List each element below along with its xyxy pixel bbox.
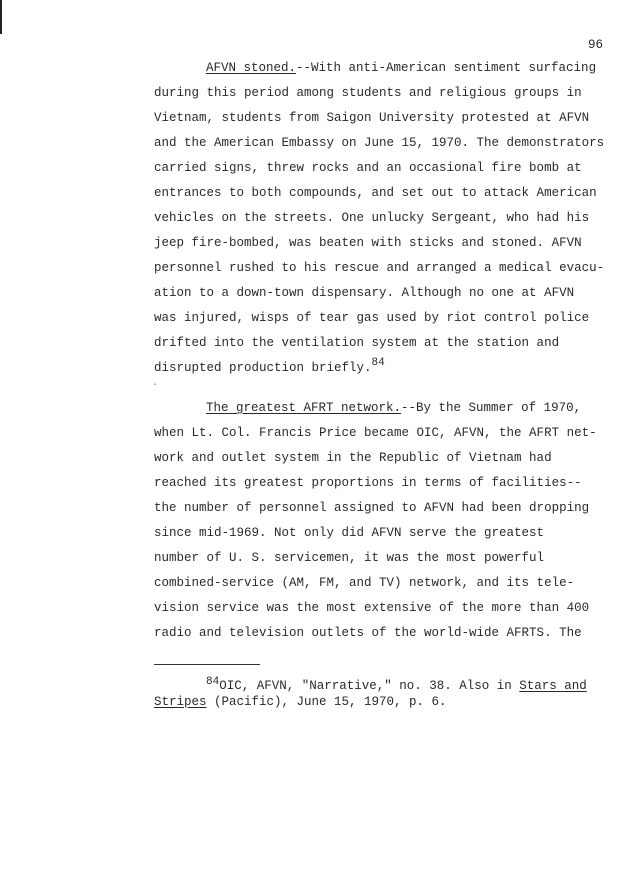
stray-mark: · — [152, 380, 159, 391]
paragraph-line: the number of personnel assigned to AFVN had been dropping — [154, 501, 590, 515]
footnote-reference: 84 — [371, 357, 385, 369]
paragraph-line: drifted into the ventilation system at the station and — [154, 336, 560, 350]
paragraph-line: reached its greatest proportions in terms of facilities-- — [154, 476, 582, 490]
paragraph-line: and the American Embassy on June 15, 1970. The demonstrators — [154, 136, 605, 150]
paragraph-line: combined-service (AM, FM, and TV) network, and its tele- — [154, 576, 575, 590]
footnote — [154, 678, 614, 710]
paragraph-afvn-stoned — [154, 56, 614, 381]
paragraph-line: entrances to both compounds, and set out to attack American — [154, 186, 597, 200]
paragraph-greatest-afrt-network — [154, 396, 614, 646]
footnote-line: $^{84}$OIC, AFVN, "Narrative," no. 38. Also in Stars and — [206, 676, 587, 693]
paragraph-line: The greatest AFRT network.--By the Summer of 1970, — [206, 401, 582, 415]
paragraph-line: vehicles on the streets. One unlucky Sergeant, who had his — [154, 211, 590, 225]
scan-edge-mark — [0, 0, 2, 34]
section-heading: AFVN stoned. — [206, 61, 297, 75]
paragraph-line: ation to a down-town dispensary. Although no one at AFVN — [154, 286, 575, 300]
paragraph-line: Vietnam, students from Saigon University protested at AFVN — [154, 111, 590, 125]
paragraph-line: when Lt. Col. Francis Price became OIC, AFVN, the AFRT net- — [154, 426, 597, 440]
paragraph-line: number of U. S. servicemen, it was the most powerful — [154, 551, 545, 565]
section-heading: The greatest AFRT network. — [206, 401, 402, 415]
paragraph-line: jeep fire-bombed, was beaten with sticks and stoned. AFVN — [154, 236, 582, 250]
paragraph-line: since mid-1969. Not only did AFVN serve the greatest — [154, 526, 545, 540]
footnote-line: Stripes (Pacific), June 15, 1970, p. 6. — [154, 695, 447, 709]
paragraph-line: AFVN stoned.--With anti-American sentiment surfacing — [206, 61, 597, 75]
paragraph-line: work and outlet system in the Republic of Vietnam had — [154, 451, 552, 465]
paragraph-line: vision service was the most extensive of the more than 400 — [154, 601, 590, 615]
paragraph-line: radio and television outlets of the world-wide AFRTS. The — [154, 626, 582, 640]
paragraph-line: was injured, wisps of tear gas used by riot control police — [154, 311, 590, 325]
footnote-number: 84 — [206, 676, 220, 688]
footnote-divider — [154, 664, 260, 665]
page-number: 96 — [588, 38, 604, 52]
paragraph-line: personnel rushed to his rescue and arranged a medical evacu- — [154, 261, 605, 275]
paragraph-line: carried signs, threw rocks and an occasional fire bomb at — [154, 161, 582, 175]
paragraph-line: during this period among students and religious groups in — [154, 86, 582, 100]
paragraph-line: disrupted production briefly.$^{84}$ — [154, 357, 385, 375]
